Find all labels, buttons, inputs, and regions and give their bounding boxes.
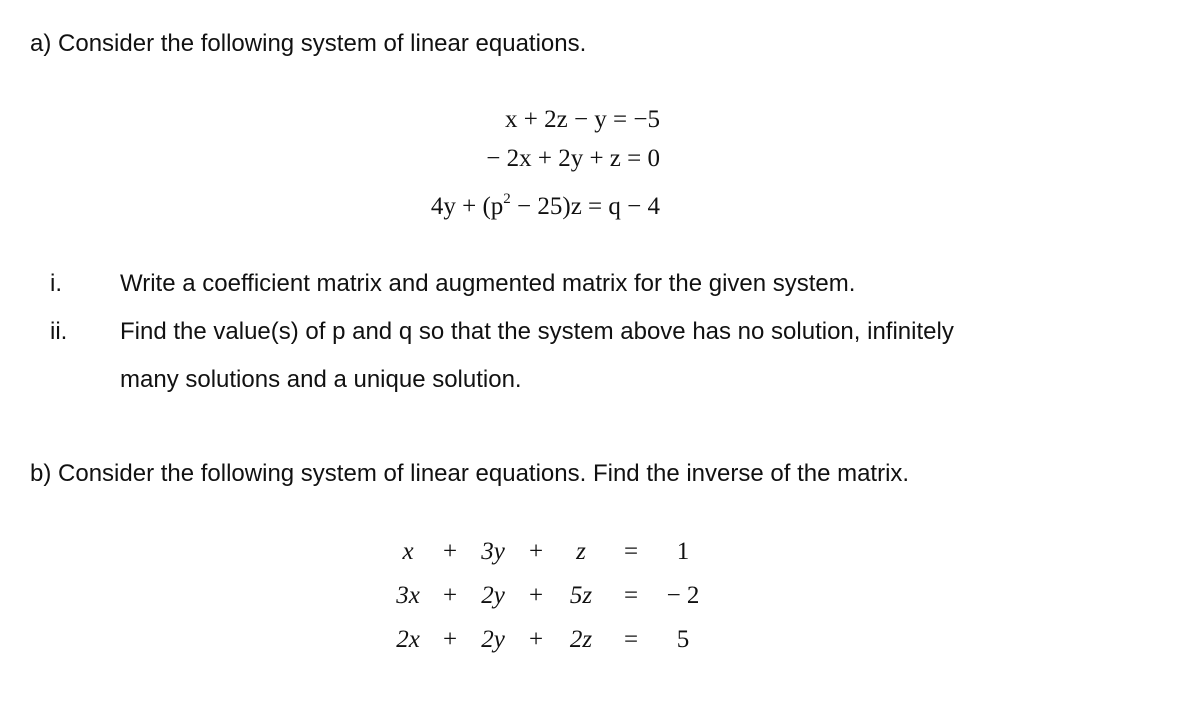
row-3-term-x: 2x — [396, 626, 420, 653]
row-1-term-x: x — [402, 538, 414, 565]
question-i-number: i. — [50, 270, 62, 297]
row-3-term-z: 2z — [569, 626, 593, 653]
row-2-term-x: 3x — [396, 582, 420, 609]
system-b-row-3 — [388, 618, 708, 662]
system-b-row-2 — [388, 574, 708, 618]
part-b-heading: b) Consider the following system of linear equations. Find the inverse of the matrix. — [30, 460, 910, 487]
question-ii-number: ii. — [50, 318, 68, 345]
row-1-plus-1: + — [442, 538, 458, 565]
row-1-plus-2: + — [528, 538, 544, 565]
equation-3-before-exponent: 4y + (p — [430, 193, 504, 220]
row-2-equals: = — [623, 582, 639, 609]
equation-3-exponent: 2 — [503, 191, 511, 207]
system-a-equation-1: x + 2z − y = −5 — [505, 106, 660, 133]
row-1-term-z: z — [576, 538, 586, 565]
row-1-rhs: 1 — [676, 538, 690, 565]
row-2-rhs: − 2 — [666, 582, 700, 609]
system-b-equations — [388, 530, 708, 662]
system-b-row-1 — [388, 530, 708, 574]
row-3-plus-2: + — [528, 626, 544, 653]
row-1-term-y: 3y — [481, 538, 505, 565]
row-3-equals: = — [623, 626, 639, 653]
row-2-plus-2: + — [528, 582, 544, 609]
part-a-heading: a) Consider the following system of linear equations. — [30, 30, 587, 57]
equation-3-after-exponent: − 25)z = q − 4 — [510, 193, 660, 220]
row-2-term-y: 2y — [481, 582, 505, 609]
question-i-text: Write a coefficient matrix and augmented matrix for the given system. — [120, 270, 856, 297]
question-ii-text-line-2: many solutions and a unique solution. — [120, 366, 522, 393]
question-ii-text-line-1: Find the value(s) of p and q so that the system above has no solution, infinitely — [120, 318, 954, 345]
row-1-equals: = — [623, 538, 639, 565]
row-3-rhs: 5 — [676, 626, 690, 653]
row-2-plus-1: + — [442, 582, 458, 609]
system-a-equation-3 — [300, 193, 660, 221]
row-3-term-y: 2y — [481, 626, 505, 653]
row-3-plus-1: + — [442, 626, 458, 653]
system-a-equation-2: − 2x + 2y + z = 0 — [486, 145, 660, 172]
row-2-term-z: 5z — [569, 582, 593, 609]
